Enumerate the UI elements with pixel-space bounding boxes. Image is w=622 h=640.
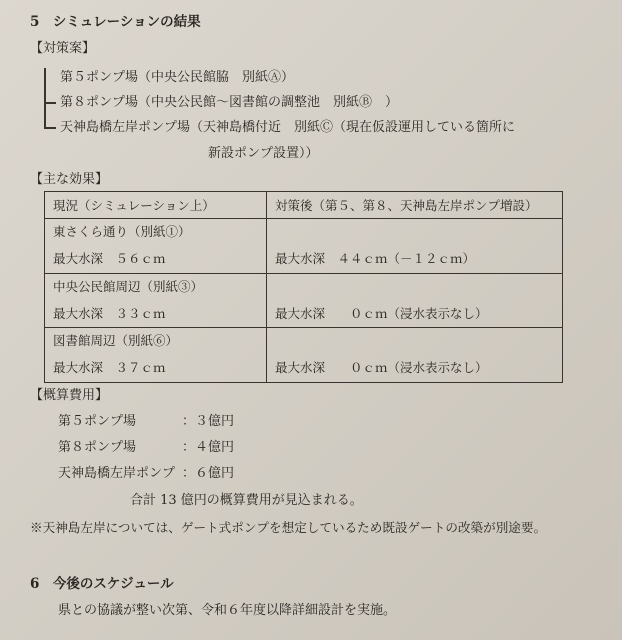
measure-item: 第８ポンプ場（中央公民館～図書館の調整池 別紙Ⓑ ） [60, 95, 399, 110]
after-depth: 最大水深 ０ｃｍ（浸水表示なし） [275, 305, 488, 321]
section5-heading: 5 シミュレーションの結果 [30, 14, 201, 30]
table-header-current: 現況（シミュレーション上） [45, 192, 267, 219]
table-row [45, 328, 563, 383]
table-cell-current [45, 219, 267, 274]
bracket-vertical-line [44, 68, 46, 128]
measures-label: 【対策案】 [30, 41, 96, 56]
table-header-after: 対策後（第５、第８、天神島左岸ポンプ増設） [267, 192, 563, 219]
place-name: 東さくら通り（別紙①） [53, 224, 191, 240]
cost-total: 合計 13 億円の概算費用が見込まれる。 [130, 493, 363, 508]
table-cell-after [267, 273, 563, 328]
table-row [45, 273, 563, 328]
after-depth: 最大水深 ０ｃｍ（浸水表示なし） [275, 360, 488, 376]
table-cell-current [45, 273, 267, 328]
measure-item-continuation: 新設ポンプ設置）） [208, 146, 319, 161]
bracket-branch-line [44, 127, 56, 129]
effects-label: 【主な効果】 [30, 172, 109, 187]
current-depth: 最大水深 ３３ｃｍ [53, 305, 166, 321]
table-header-row [45, 192, 563, 219]
current-depth: 最大水深 ３７ｃｍ [53, 360, 166, 376]
table-cell-after [267, 328, 563, 383]
measure-item: 第５ポンプ場（中央公民館脇 別紙Ⓐ） [60, 70, 295, 85]
cost-label: 【概算費用】 [30, 388, 109, 403]
effects-table [44, 191, 563, 383]
table-cell-after [267, 219, 563, 274]
cost-item-value: ：６億円 [182, 466, 235, 481]
after-depth: 最大水深 ４４ｃｍ（－１２ｃｍ） [275, 251, 476, 267]
measure-item: 天神島橋左岸ポンプ場（天神島橋付近 別紙Ⓒ（現在仮設運用している箇所に [60, 120, 516, 135]
bracket-branch-line [44, 102, 56, 104]
cost-item-value: ：４億円 [182, 440, 235, 455]
section6-body: 県との協議が整い次第、令和６年度以降詳細設計を実施。 [58, 603, 397, 618]
place-name: 図書館周辺（別紙⑥） [53, 333, 179, 349]
table-row [45, 219, 563, 274]
cost-item-name: 第８ポンプ場 [58, 440, 137, 455]
cost-item-name: 天神島橋左岸ポンプ [58, 466, 176, 481]
section6-heading: 6 今後のスケジュール [30, 576, 174, 592]
table-cell-current [45, 328, 267, 383]
place-name: 中央公民館周辺（別紙③） [53, 278, 204, 294]
note: ※天神島左岸については、ゲート式ポンプを想定しているため既設ゲートの改築が別途要。 [30, 520, 547, 535]
cost-item-name: 第５ポンプ場 [58, 414, 137, 429]
current-depth: 最大水深 ５６ｃｍ [53, 251, 166, 267]
cost-item-value: ：３億円 [182, 414, 235, 429]
